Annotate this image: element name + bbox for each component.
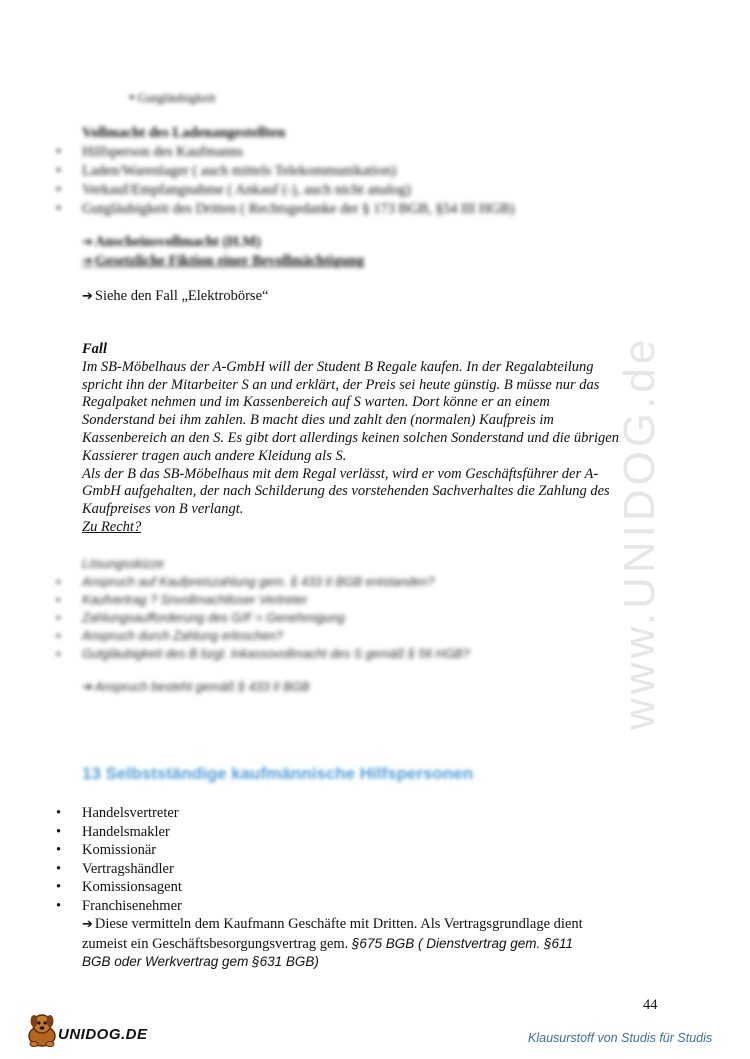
note-line: ➔ Diese vermitteln dem Kaufmann Geschäfte mit Dritten. Als Vertragsgrundlage dient [82, 916, 583, 932]
list-item: • Gutgläubigkeit des B bzgl. Inkassovollmacht des S gemäß § 56 HGB? [82, 645, 470, 663]
section-heading: 13 Selbstständige kaufmännische Hilfspersonen [82, 764, 474, 783]
hilfspersonen-list [82, 804, 182, 915]
loesung-result: ➔ Anspruch besteht gemäß § 433 II BGB [82, 680, 310, 695]
fall-line: Kassierer tragen auch andere Kleidung als S. [82, 447, 347, 464]
loesung-section [82, 555, 470, 696]
list-item: • Anspruch auf Kaufpreiszahlung gem. § 433 II BGB entstanden? [82, 573, 470, 591]
logo-text: UNIDOG.DE [58, 1026, 148, 1043]
arrow-item: ➔ Gesetzliche Fiktion einer Bevollmächtigung [82, 253, 365, 269]
note-line: zumeist ein Geschäftsbesorgungsvertrag gem. §675 BGB ( Dienstvertrag gem. §611 [82, 935, 574, 952]
arrow-right-icon: ➔ [82, 254, 93, 269]
sub-item: • Gutgläubigkeit [128, 90, 216, 106]
see-case: ➔ Siehe den Fall „Elektrobörse“ [82, 288, 269, 304]
fall-line: GmbH aufgehalten, der nach Schilderung des vorstehenden Sachverhaltes die Zahlung des [82, 483, 610, 500]
list-item: • Verkauf/Empfangnahme ( Ankauf (-), auch nicht analog) [82, 181, 515, 200]
fall-question: Zu Recht? [82, 518, 142, 535]
list-item: • Handelsvertreter [82, 804, 182, 823]
list-item: • Handelsmakler [82, 823, 182, 842]
list-item: • Komissionär [82, 841, 182, 860]
list-item: • Laden/Warenlager ( auch mittels Telekommunikation) [82, 162, 515, 181]
fall-title: Fall [82, 341, 107, 357]
unidog-logo [22, 1012, 162, 1048]
section-note [82, 915, 583, 972]
fall-line: Im SB-Möbelhaus der A-GmbH will der Student B Regale kaufen. In der Regalabteilung [82, 358, 594, 375]
fall-line: Sonderstand bei ihm zahlen. B macht dies und zahlt den (normalen) Kaufpreis im [82, 412, 554, 429]
list-item: • Hilfsperson des Kaufmanns [82, 143, 515, 162]
list-item: • Vertragshändler [82, 860, 182, 879]
loesung-list [82, 573, 470, 663]
watermark [615, 280, 750, 730]
dog-icon [22, 1012, 62, 1048]
fall-line: Als der B das SB-Möbelhaus mit dem Regal verlässt, wird er vom Geschäftsführer der A- [82, 465, 599, 482]
list-item: • Gutgläubigkeit des Dritten ( Rechtsgedanke der § 173 BGB, §54 III HGB) [82, 200, 515, 219]
list-item: • Franchisenehmer [82, 897, 182, 916]
arrow-icon: • [128, 91, 136, 106]
list-item: • Anspruch durch Zahlung erloschen? [82, 627, 470, 645]
fall-line: spricht ihn der Mitarbeiter S an und erklärt, der Preis sei heute günstig. B müsse nur das [82, 376, 600, 393]
watermark-text: www.UNIDOG.de [615, 335, 664, 730]
list-item: • Kaufvertrag ? Snvollmachtloser Vertreter [82, 591, 470, 609]
vollmacht-title: Vollmacht des Ladenangestellten [82, 125, 286, 141]
footer-tagline: Klausurstoff von Studis für Studis [528, 1031, 713, 1045]
fall-line: Kassenbereich an den S. Es gibt dort allerdings keinen solchen Sonderstand und die übrigen [82, 429, 619, 446]
arrow-right-icon: ➔ [82, 917, 93, 932]
list-item: • Komissionsagent [82, 878, 182, 897]
fall-section [82, 341, 619, 537]
arrow-item: ➔ Anscheinsvollmacht (H.M) [82, 234, 261, 250]
loesung-title: Lösungsskizze [82, 557, 164, 571]
page-number: 44 [643, 997, 658, 1013]
note-line: BGB oder Werkvertrag gem §631 BGB) [82, 954, 319, 969]
arrow-right-icon: ➔ [82, 680, 93, 695]
vollmacht-list [82, 143, 515, 219]
list-item: • Zahlungsaufforderung des G/F = Genehmigung [82, 609, 470, 627]
fall-line: Kaufpreises von B verlangt. [82, 501, 244, 518]
arrow-right-icon: ➔ [82, 289, 93, 304]
fall-line: Regalpaket nehmen und im Kassenbereich auf S warten. Dort könne er an einem [82, 394, 550, 411]
arrow-right-icon: ➔ [82, 235, 93, 250]
